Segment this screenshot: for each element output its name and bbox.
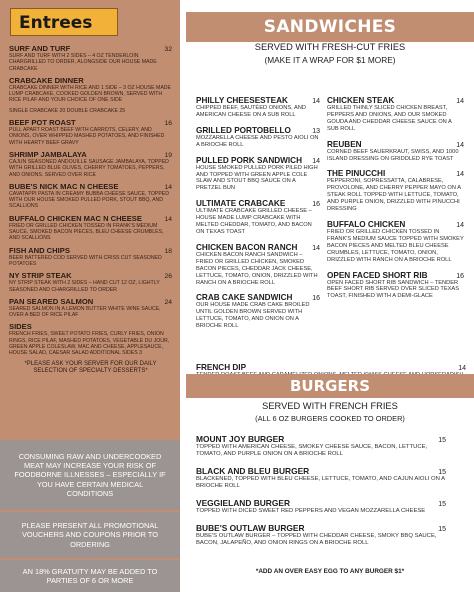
sandwiches-subtitle: SERVED WITH FRESH-CUT FRIES xyxy=(254,42,406,52)
entree-item xyxy=(9,108,172,114)
sandwich-row xyxy=(196,293,320,302)
sandwich-row xyxy=(327,271,464,280)
entree-name: BUBE'S NICK MAC N CHEESE xyxy=(9,181,119,191)
burger-row xyxy=(196,498,446,508)
entree-row xyxy=(9,118,172,127)
entree-item xyxy=(9,322,172,356)
burger-name: VEGGIELAND BURGER xyxy=(196,498,290,508)
entree-row xyxy=(9,150,172,159)
raw-food-notice: CONSUMING RAW AND UNDERCOOKED MEAT MAY INCREASE YOUR RISK OF FOODBORNE ILLNESSES – ESPECIALLY IF YOU HAVE CERTAIN MEDICAL CONDITIONS xyxy=(0,440,180,510)
entree-item xyxy=(9,44,172,72)
sandwich-name: REUBEN xyxy=(327,139,362,149)
entree-item xyxy=(9,76,172,104)
sandwich-price: 14 xyxy=(456,221,464,229)
sandwich-row xyxy=(327,220,464,229)
burger-name: MOUNT JOY BURGER xyxy=(196,434,285,444)
entree-row xyxy=(9,44,172,53)
entree-row xyxy=(9,76,172,85)
sandwiches-right-list xyxy=(327,96,464,307)
entrees-title: Entrees xyxy=(10,8,118,36)
entree-price: 16 xyxy=(164,120,172,128)
entree-price: 19 xyxy=(164,151,172,159)
sandwich-description: OPEN FACED SHORT RIB SANDWICH – TENDER BEEF SHORT RIB SERVED OVER SLICED TEXAS TOAST, FINISHED WITH A DEMI-GLACE xyxy=(327,279,460,300)
sandwich-description: GRILLED THINLY SLICED CHICKEN BREAST, PEPPERS AND ONIONS, AND OUR SMOKED GOUDA AND CHEDDAR CHEESE SAUCE ON A SUB ROLL xyxy=(327,105,452,132)
burgers-list xyxy=(196,434,446,555)
entree-description: NY STRIP STEAK WITH 2 SIDES – HAND CUT 12 OZ, LIGHTLY SEASONED AND CHARGRILLED TO ORDER xyxy=(9,280,160,293)
entree-item xyxy=(9,246,172,268)
burger-description: BUBE'S OUTLAW BURGER – TOPPED WITH CHEDDAR CHEESE, SMOKY BBQ SAUCE, BACON, JALAPEÑO, AND ONION RINGS ON A BRIOCHE ROLL xyxy=(196,533,437,546)
burger-row xyxy=(196,466,446,476)
sandwich-price: 14 xyxy=(312,244,320,252)
entree-row xyxy=(9,182,172,191)
entree-description: FRENCH FRIES, SWEET POTATO FRIES, CURLY FRIES, ONION RINGS, RICE PILAF, MASHED POTATOES, VEGETABLE DU JOUR, GREEN APPLE COLESLAW, MAC AND CHEESE, APPLESAUCE, HOUSE SALAD, CAESAR SALAD ADDITIONAL SIDES 3 xyxy=(9,331,170,357)
sandwich-price: 14 xyxy=(458,365,466,372)
sandwich-description: CORNED BEEF SAUERKRAUT, SWISS, AND 1000 ISLAND DRESSING ON GRIDDLED RYE TOAST xyxy=(327,148,459,162)
burgers-subtitle-cooked: (ALL 6 OZ BURGERS COOKED TO ORDER) xyxy=(255,414,405,423)
sandwich-description: PEPPERONI, SOPRESSATTA, CALABRESE, PROVOLONE, AND CHERRY PEPPER MAYO ON A STEAK ROLL TOPPED WITH LETTUCE, TOMATO, AND PURPLE ONION, DRIZZLED WITH PINUCCHI DRESSING xyxy=(327,178,461,213)
sandwich-item xyxy=(196,293,320,330)
sandwich-description: CHICKEN BACON RANCH SANDWICH – FRIED OR GRILLED CHICKEN, SMOKED BACON PIECES, CHEDDAR JACK CHEESE, LETTUCE, TOMATO, ONION, DRIZZLED WITH RANCH ON A BRIOCHE ROLL xyxy=(196,251,318,286)
gratuity-notice: AN 18% GRATUITY MAY BE ADDED TO PARTIES OF 6 OR MORE xyxy=(0,560,180,592)
sandwich-description: FRIED OR GRILLED CHICKEN TOSSED IN FRANK'S MEDIUM SAUCE TOPPED WITH SMOKEY BACON PIECES AND MELTED BLEU CHEESE CRUMBLES, LETTUCE, TOMATO, ONION, DRIZZLED WITH RANCH ON A BRIOCHE ROLL xyxy=(327,228,464,263)
burger-description: BLACKENED, TOPPED WITH BLEU CHEESE, LETTUCE, TOMATO, AND CAJUN AIOLI ON A BRIOCHE ROLL xyxy=(196,476,445,489)
burger-price: 15 xyxy=(438,437,446,444)
burger-name: BUBE'S OUTLAW BURGER xyxy=(196,523,305,533)
sandwich-row xyxy=(327,140,464,149)
burger-price: 15 xyxy=(438,469,446,476)
sandwich-price: 14 xyxy=(456,141,464,149)
entree-name: BEEF POT ROAST xyxy=(9,118,76,128)
sandwich-row xyxy=(196,156,320,165)
entree-description: PULL APART ROAST BEEF WITH CARROTS, CELERY, AND ONIONS, OVER WHIPPED MASHED POTATOES, AND FINISHED WITH HEARTY BEEF GRAVY xyxy=(9,127,165,146)
sandwich-price: 14 xyxy=(312,98,320,105)
entrees-list xyxy=(9,44,172,375)
sandwich-item xyxy=(196,96,320,119)
desserts-note: *PLEASE ASK YOUR SERVER FOR OUR DAILY SELECTION OF SPECIALTY DESSERTS* xyxy=(24,360,157,374)
burger-item xyxy=(196,434,446,458)
burger-row xyxy=(196,434,446,444)
sandwich-description: ULTIMATE CRABCAKE GRILLED CHEESE – HOUSE MADE LUMP CRABCAKE WITH MELTED CHEDDAR, TOMATO, AND BACON ON TEXAS TOAST xyxy=(196,208,312,235)
sandwich-name: CHICKEN STEAK xyxy=(327,96,395,105)
sandwich-item xyxy=(327,140,464,163)
burger-item xyxy=(196,523,446,547)
sandwich-item xyxy=(327,169,464,213)
entree-price: 26 xyxy=(164,273,172,281)
entree-price: 14 xyxy=(164,215,172,223)
entree-name: CRABCAKE DINNER xyxy=(9,75,84,85)
entree-name: NY STRIP STEAK xyxy=(9,271,72,281)
sandwich-row xyxy=(196,96,320,105)
sandwiches-title: SANDWICHES xyxy=(186,12,474,42)
burger-description: TOPPED WITH DICED SWEET RED PEPPERS AND VEGAN MOZZARELLA CHEESE xyxy=(196,508,426,514)
entree-description: SEARED SALMON IN A LEMON BUTTER WHITE WINE SAUCE, OVER A BED OF RICE PILAF xyxy=(9,305,161,319)
sandwich-price: 14 xyxy=(312,157,320,165)
burger-item xyxy=(196,498,446,515)
sandwich-item xyxy=(196,199,320,236)
sandwich-name: PULLED PORK SANDWICH xyxy=(196,155,302,165)
sandwich-item xyxy=(327,220,464,264)
entree-description: CAVATAPPI PASTA IN CREAMY BUBBA CHEESE SAUCE, TOPPED WITH OUR HOUSE SMOKED PULLED PORK, STOUT BBQ, AND SCALLIONS xyxy=(9,190,169,210)
sandwich-price: 16 xyxy=(312,201,320,209)
entree-name: SHRIMP JAMBALAYA xyxy=(9,149,87,159)
burgers-title: BURGERS xyxy=(186,374,474,398)
sandwich-price: 16 xyxy=(312,295,320,303)
entree-description: CAJUN SEASONED ANDOUILLE SAUSAGE JAMBALAYA, TOPPED WITH GRILLED BLUE OLIVES, CHERRY TOMATOES, PEPPERS, AND ONIONS. SERVED OVER RICE xyxy=(9,158,169,178)
sandwich-name: FRENCH DIP xyxy=(196,363,247,372)
sandwich-item xyxy=(327,271,464,301)
sandwich-row xyxy=(327,96,464,105)
sandwich-price: 14 xyxy=(456,171,464,179)
sandwich-name: BUFFALO CHICKEN xyxy=(327,219,406,229)
sandwich-row xyxy=(196,199,320,208)
sandwich-item xyxy=(196,156,320,193)
sandwich-name: CRAB CAKE SANDWICH xyxy=(196,293,293,303)
entree-name: SURF AND TURF xyxy=(9,44,71,53)
entree-item xyxy=(9,150,172,178)
sandwich-item xyxy=(196,243,320,287)
sandwich-name: PHILLY CHEESESTEAK xyxy=(196,96,288,105)
entree-row xyxy=(9,322,172,331)
sandwich-row xyxy=(327,169,464,178)
sandwich-name: OPEN FACED SHORT RIB xyxy=(327,270,428,280)
sandwich-description: HOUSE SMOKED PULLED PORK PILED HIGH AND TOPPED WITH GREEN APPLE COLE SLAW AND STOUT BBQ SAUCE ON A PRETZEL BUN xyxy=(196,164,318,192)
sandwich-price: 14 xyxy=(456,98,464,105)
entree-description: FRIED OR GRILLED CHICKEN TOSSED IN FRANK'S MEDIUM SAUCE, SMOKED BACON PIECES, BLEU CHEESE CRUMBLES, AND SCALLIONS xyxy=(9,222,164,242)
burger-description: TOPPED WITH AMERICAN CHEESE, SMOKEY CHEESE SAUCE, BACON, LETTUCE, TOMATO, AND PURPLE ONION ON A BRIOCHE ROLL xyxy=(196,444,428,457)
entree-item xyxy=(9,118,172,146)
sandwich-price: 13 xyxy=(312,127,320,135)
sandwiches-subtitle-wrap: (MAKE IT A WRAP FOR $1 MORE) xyxy=(264,55,396,65)
burger-price: 15 xyxy=(438,526,446,533)
sandwich-row xyxy=(196,243,320,252)
entree-price: 14 xyxy=(164,183,172,191)
entree-name: PAN SEARED SALMON xyxy=(9,296,94,306)
sandwich-name: THE PINUCCHI xyxy=(327,169,386,179)
entree-row xyxy=(9,246,172,255)
burger-price: 15 xyxy=(438,501,446,508)
burger-name: BLACK AND BLEU BURGER xyxy=(196,466,310,476)
entree-row xyxy=(9,297,172,306)
entree-description: CRABCAKE DINNER WITH RICE AND 1 SIDE – 3 OZ HOUSE MADE LUMP CRABCAKE, COOKED GOLDEN BROWN, SERVED WITH RICE PILAF AND YOUR CHOICE OF ONE SIDE xyxy=(9,84,171,104)
voucher-notice: PLEASE PRESENT ALL PROMOTIONAL VOUCHERS AND COUPONS PRIOR TO ORDERING xyxy=(0,512,180,558)
entree-name: SIDES xyxy=(9,322,32,332)
entree-row xyxy=(9,271,172,280)
sandwich-description: CHIPPED BEEF, SAUTÉED ONIONS, AND AMERICAN CHEESE ON A SUB ROLL xyxy=(196,105,306,118)
entree-price: 24 xyxy=(164,298,172,306)
sandwich-item xyxy=(327,96,464,133)
entree-description: BEER BATTERED COD SERVED WITH CRISS CUT SEASONED POTATOES xyxy=(9,254,162,267)
sandwich-row xyxy=(196,126,320,135)
entree-row xyxy=(9,214,172,223)
sandwich-name: ULTIMATE CRABCAKE xyxy=(196,199,286,209)
entree-price: 32 xyxy=(164,46,172,53)
burgers-subtitle: SERVED WITH FRENCH FRIES xyxy=(262,401,398,411)
burger-row xyxy=(196,523,446,533)
sandwich-price: 16 xyxy=(456,272,464,280)
sandwich-name: GRILLED PORTOBELLO xyxy=(196,125,291,135)
sandwiches-left-list xyxy=(196,96,320,337)
sandwich-description: MOZZARELLA CHEESE AND PESTO AIOLI ON A BRIOCHE ROLL xyxy=(196,134,319,148)
entree-item xyxy=(9,271,172,293)
burger-item xyxy=(196,466,446,490)
entree-name: FISH AND CHIPS xyxy=(9,245,70,255)
sandwich-name: CHICKEN BACON RANCH xyxy=(196,242,298,252)
entree-description: SINGLE CRABCAKE 20 DOUBLE CRABCAKE 25 xyxy=(9,107,126,114)
entree-item xyxy=(9,182,172,210)
sandwich-item xyxy=(196,126,320,149)
entree-description: SURF AND TURF WITH 2 SIDES – 4 OZ TENDERLOIN CHARGRILLED TO ORDER, ALONGSIDE OUR HOUSE MADE CRABCAKE xyxy=(9,53,157,72)
entree-item xyxy=(9,297,172,319)
burgers-egg-note: *ADD AN OVER EASY EGG TO ANY BURGER $1* xyxy=(255,568,405,575)
sandwich-description: OUR HOUSE MADE CRAB CAKE BROILED UNTIL GOLDEN BROWN SERVED WITH LETTUCE, TOMATO, AND ONION ON A BRIOCHE ROLL xyxy=(196,302,310,330)
entree-name: BUFFALO CHICKEN MAC N CHEESE xyxy=(9,213,142,223)
entree-price: 18 xyxy=(164,247,172,255)
entree-item xyxy=(9,214,172,242)
